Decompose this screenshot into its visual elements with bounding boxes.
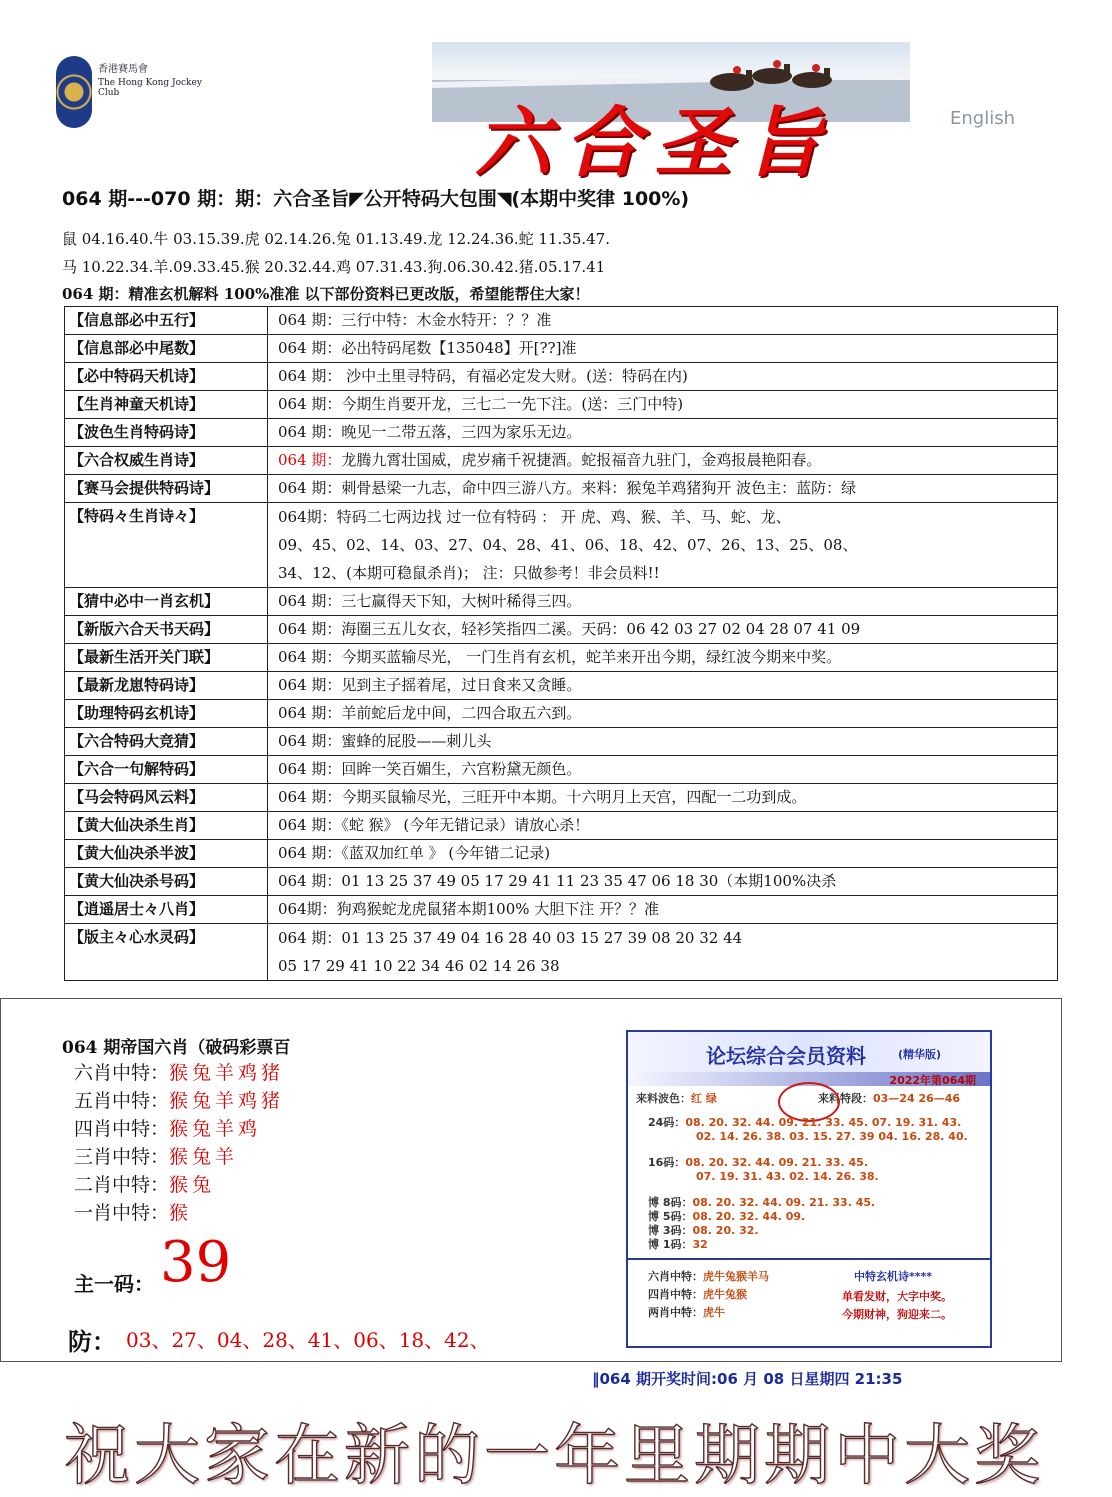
tip-label: 【黄大仙决杀号码】 [65,868,268,896]
tip-label: 【生肖神童天机诗】 [65,391,268,419]
card-wave-label: 来料波色： [636,1092,691,1105]
table-row [65,363,1058,391]
card-foot-value: 虎牛 [703,1306,725,1319]
tip-value-line: 09、45、02、14、03、27、04、28、41、06、18、42、07、26、13、25、08、 [278,536,858,554]
logo-english-text: The Hong Kong Jockey Club [98,78,202,98]
card-foot-value: 虎牛兔猴 [703,1288,747,1301]
page-header [0,0,1112,187]
card-wave-line [636,1090,717,1106]
tip-value: 064 期：《蓝双加红单 》 (今年错二记录) [268,840,1058,868]
card-row-value: 32 [692,1238,708,1251]
tip-label: 【逍遥居士々八肖】 [65,896,268,924]
english-language-link[interactable]: English [950,108,1015,129]
headline: 064 期---070 期：期：六合圣旨◤公开特码大包围◥(本期中奖律 100%) [62,188,690,210]
card-foot-value: 虎牛兔猴羊马 [703,1270,769,1283]
pick-row [74,1170,215,1197]
main-code: 39 [160,1230,232,1295]
tip-value [268,447,1058,475]
pick-label: 五肖中特： [74,1090,170,1112]
tip-label: 【最新龙崽特码诗】 [65,672,268,700]
card-row-label: 博 8码： [648,1196,693,1209]
card-poem-title-text: 中特玄机诗**** [854,1270,933,1283]
tip-label: 【六合权威生肖诗】 [65,447,268,475]
table-row [65,812,1058,840]
tip-value: 064 期：海圈三五儿女衣，轻衫笑指四二溪。天码：06 42 03 27 02 04 28 07 41 09 [268,616,1058,644]
tip-label: 【六合特码大竞猜】 [65,728,268,756]
card-row-value: 02. 14. 26. 38. 03. 15. 27. 39 04. 16. 28. 40. [696,1130,968,1143]
tip-label: 【赛马会提供特码诗】 [65,475,268,503]
table-row [65,391,1058,419]
table-row [65,868,1058,896]
card-foot-row [648,1268,769,1284]
card-foot-label: 两肖中特： [648,1306,703,1319]
table-row [65,644,1058,672]
pick-label: 二肖中特： [74,1174,170,1196]
card-row-label: 24码： [648,1116,686,1129]
tip-value: 064 期：今期生肖要开龙，三七二一先下注。(送：三门中特) [268,391,1058,419]
tip-value: 064 期：刺骨悬梁一九志，命中四三游八方。来料：猴兔羊鸡猪狗开 波色主：蓝防：绿 [268,475,1058,503]
tip-value: 064 期：回眸一笑百媚生，六宫粉黛无颜色。 [268,756,1058,784]
page-title: 六合圣旨 [475,98,835,187]
card-row-label: 16码： [648,1156,686,1169]
pick-row [74,1058,284,1085]
tip-label: 【猜中必中一肖玄机】 [65,588,268,616]
tip-value [268,924,1058,981]
tip-value: 064 期：今期买鼠输尽光，三旺开中本期。十六明月上天宫，四配一二功到成。 [268,784,1058,812]
tip-label: 【必中特码天机诗】 [65,363,268,391]
card-row-value: 08. 20. 32. [692,1224,759,1237]
table-row [65,924,1058,981]
tip-label: 【版主々心水灵码】 [65,924,268,981]
card-row [696,1170,879,1183]
tip-value-line: 064 期：01 13 25 37 49 04 16 28 40 03 15 27 39 08 20 32 44 [278,929,743,947]
card-row-label: 博 5码： [648,1210,693,1223]
pick-row [74,1086,284,1113]
table-row [65,475,1058,503]
table-row [65,672,1058,700]
pick-value: 猴兔羊鸡猪 [169,1062,285,1084]
card-issue: 2022年第064期 [889,1074,976,1087]
zodiac-numbers-line-1: 鼠 04.16.40.牛 03.15.39.虎 02.14.26.兔 01.13.49.龙 12.24.36.蛇 11.35.47. [62,230,610,248]
empire-title: 064 期帝国六肖（破码彩票百 [62,1038,291,1058]
card-poem-title [854,1268,932,1284]
tips-table [64,306,1058,981]
table-row [65,307,1058,335]
tip-value: 064 期：必出特码尾数【135048】开[??]准 [268,335,1058,363]
logo-chinese-text: 香港賽馬會 [98,64,148,75]
pick-row [74,1142,238,1169]
tip-label: 【黄大仙决杀生肖】 [65,812,268,840]
card-row-value: 07. 19. 31. 43. 02. 14. 26. 38. [696,1170,879,1183]
card-poem-line: 今期财神，狗迎来二。 [842,1308,952,1321]
tip-value: 064 期：三七赢得天下知，大树叶稀得三四。 [268,588,1058,616]
table-row [65,756,1058,784]
guard-label: 防： [68,1327,116,1356]
tip-value-line: 05 17 29 41 10 22 34 46 02 14 26 38 [278,957,560,975]
card-foot-label: 六肖中特： [648,1270,703,1283]
table-row [65,419,1058,447]
pick-row [74,1198,192,1225]
pick-value: 猴兔羊 [169,1146,239,1168]
draw-time: ‖064 期开奖时间:06 月 08 日星期四 21:35 [592,1370,903,1388]
table-row [65,616,1058,644]
card-wave-value: 红 绿 [691,1092,717,1105]
card-row-value: 08. 20. 32. 44. 09. 21. 33. 45. 07. 19. 31. 43. [685,1116,962,1129]
card-title: 论坛综合会员资料 [706,1044,866,1068]
card-divider [628,1258,990,1260]
tip-label: 【波色生肖特码诗】 [65,419,268,447]
table-row [65,784,1058,812]
jockey-club-emblem-icon [56,56,92,128]
wish-banner: 祝大家在新的一年里期期中大奖 [64,1417,1044,1494]
table-row [65,447,1058,475]
card-foot-row [648,1304,725,1320]
main-code-label: 主一码： [74,1272,154,1296]
card-feature-value: 03—24 26—46 [873,1092,961,1105]
tip-value: 064 期：01 13 25 37 49 05 17 29 41 11 23 35 47 06 18 30（本期100%决杀 [268,868,1058,896]
tip-label: 【黄大仙决杀半波】 [65,840,268,868]
pick-value: 猴兔羊鸡 [169,1118,262,1140]
card-header [628,1032,990,1072]
card-row-value: 08. 20. 32. 44. 09. 21. 33. 45. [685,1156,869,1169]
tip-label: 【信息部必中五行】 [65,307,268,335]
card-feature-label: 来料特段： [818,1092,873,1105]
jockey-club-logo[interactable] [56,52,216,132]
intro-note: 064 期：精准玄机解料 100%准准 以下部份资料已更改版，希望能帮住大家！ [62,285,590,303]
pick-label: 四肖中特： [74,1118,170,1140]
table-row [65,700,1058,728]
pick-label: 六肖中特： [74,1062,170,1084]
guard-numbers: 03、27、04、28、41、06、18、42、 [126,1328,490,1352]
tip-value: 064期：狗鸡猴蛇龙虎鼠猪本期100% 大胆下注 开？？准 [268,896,1058,924]
card-poem-line: 单看发财，大字中奖。 [842,1290,952,1303]
table-row [65,503,1058,588]
tip-value: 064 期：三行中特：木金水特开：？？准 [268,307,1058,335]
tip-value-line: 34、12、(本期可稳鼠杀肖)； 注：只做参考！非会员料!! [278,564,660,582]
tip-label: 【新版六合天书天码】 [65,616,268,644]
tip-value: 064 期： 沙中土里寻特码，有福必定发大财。(送：特码在内) [268,363,1058,391]
tip-issue-prefix: 064 期： [278,451,342,469]
card-subtitle: (精华版) [898,1048,942,1061]
tip-label: 【马会特码风云料】 [65,784,268,812]
card-row [696,1130,968,1143]
pick-row [74,1114,261,1141]
pick-value: 猴兔羊鸡猪 [169,1090,285,1112]
tip-label: 【信息部必中尾数】 [65,335,268,363]
member-data-card [626,1030,992,1348]
tip-value-line: 064期：特码二七两边找 过一位有特码 ： 开 虎、鸡、猴、羊、马、蛇、龙、 [278,508,791,526]
tip-label: 【六合一句解特码】 [65,756,268,784]
pick-label: 三肖中特： [74,1146,170,1168]
zodiac-numbers-line-2: 马 10.22.34.羊.09.33.45.猴 20.32.44.鸡 07.31.43.狗.06.30.42.猪.05.17.41 [62,258,606,276]
table-row [65,728,1058,756]
pick-value: 猴 [169,1202,193,1224]
tip-label: 【最新生活开关门联】 [65,644,268,672]
tip-value-text: 龙腾九霄壮国威，虎岁痛千祝捷酒。蛇报福音九驻门，金鸡报晨艳阳春。 [341,451,822,469]
tip-value: 064 期：羊前蛇后龙中间，二四合取五六到。 [268,700,1058,728]
card-foot-label: 四肖中特： [648,1288,703,1301]
table-row [65,335,1058,363]
tip-label: 【特码々生肖诗々】 [65,503,268,588]
tip-value [268,503,1058,588]
pick-label: 一肖中特： [74,1202,170,1224]
card-row [648,1114,961,1130]
tip-value: 064 期：《蛇 猴》 (今年无错记录）请放心杀！ [268,812,1058,840]
table-row [65,896,1058,924]
tip-value: 064 期：今期买蓝输尽光， 一门生肖有玄机，蛇羊来开出今期，绿红波今期来中奖。 [268,644,1058,672]
card-row [648,1236,708,1252]
tip-value: 064 期：晚见一二带五落，三四为家乐无边。 [268,419,1058,447]
card-row-label: 博 3码： [648,1224,693,1237]
table-row [65,840,1058,868]
pick-value: 猴兔 [169,1174,216,1196]
card-row-label: 博 1码： [648,1238,693,1251]
card-row-value: 08. 20. 32. 44. 09. 21. 33. 45. [692,1196,876,1209]
tip-label: 【助理特码玄机诗】 [65,700,268,728]
tip-value: 064 期：见到主子摇着尾，过日食来又贪睡。 [268,672,1058,700]
card-row-value: 08. 20. 32. 44. 09. [692,1210,806,1223]
tip-value: 064 期：蜜蜂的屁股——刺儿头 [268,728,1058,756]
card-foot-row [648,1286,747,1302]
card-row [648,1154,868,1170]
table-row [65,588,1058,616]
